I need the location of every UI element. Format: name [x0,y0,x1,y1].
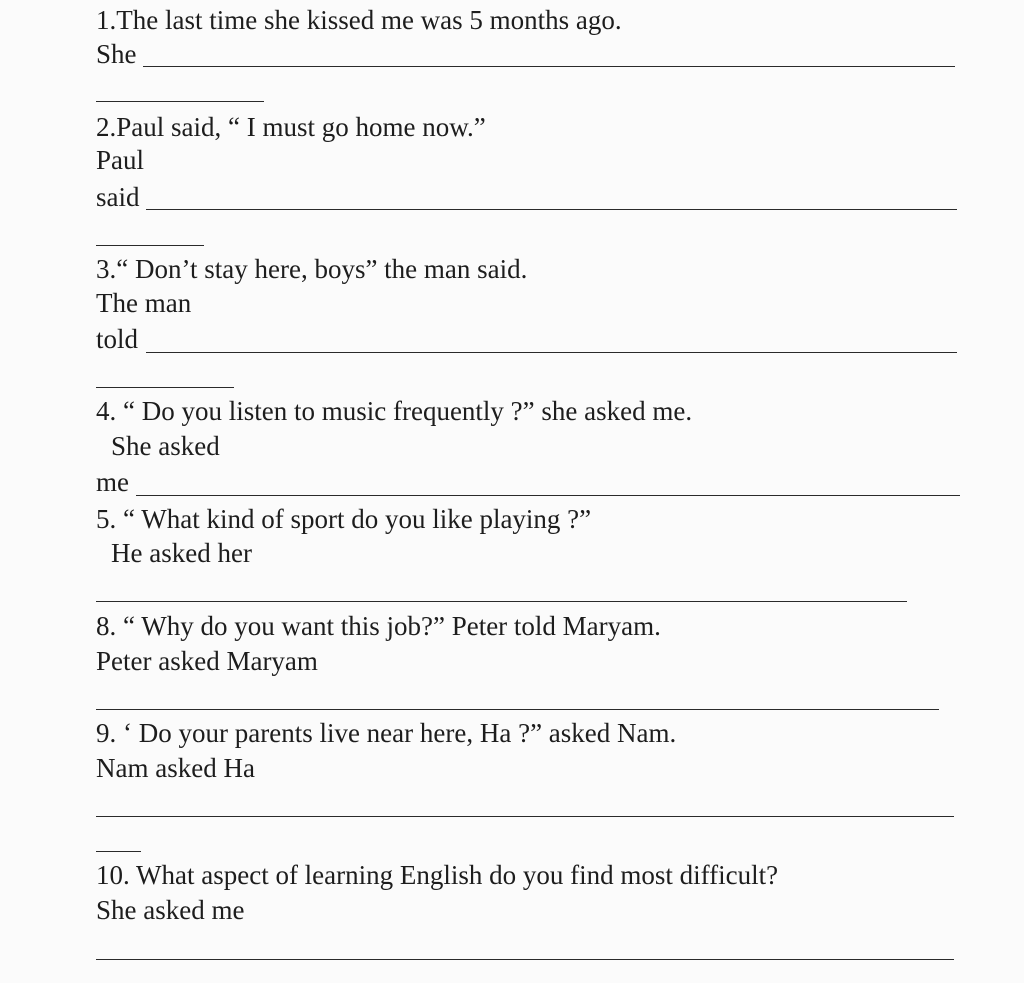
question-1-prompt: 1.The last time she kissed me was 5 months ago. [96,5,622,35]
question-3-starter-line-1: The man [96,288,192,318]
question-1-answer-line-continued [96,101,264,102]
question-3-answer-line [146,352,957,353]
question-4-answer-line [136,495,960,496]
question-2-prompt: 2.Paul said, “ I must go home now.” [96,112,486,142]
question-1-starter: She [96,39,137,69]
question-4-prompt: 4. “ Do you listen to music frequently ?” she asked me. [96,396,693,426]
question-5-prompt: 5. “ What kind of sport do you like playing ?” [96,504,592,534]
question-8-prompt: 8. “ Why do you want this job?” Peter told Maryam. [96,611,661,641]
question-1-answer-line [143,66,955,67]
question-3-starter-line-2: told [96,324,139,354]
question-10-starter: She asked me [96,895,245,925]
question-5-starter: He asked her [111,538,252,568]
question-10-prompt: 10. What aspect of learning English do you find most difficult? [96,860,779,890]
question-4-starter-line-2: me [96,467,129,497]
question-10-answer-line [96,959,954,960]
question-9-answer-line-continued [96,851,141,852]
question-9-starter: Nam asked Ha [96,753,255,783]
question-2-answer-line-continued [96,245,204,246]
question-9-answer-line [96,816,954,817]
question-2-answer-line [146,209,957,210]
question-4-starter-line-1: She asked [111,431,220,461]
question-5-answer-line [96,601,907,602]
question-3-answer-line-continued [96,387,234,388]
question-2-starter-line-2: said [96,182,140,212]
question-2-starter-line-1: Paul [96,145,145,175]
question-9-prompt: 9. ‘ Do your parents live near here, Ha ?” asked Nam. [96,718,677,748]
question-8-answer-line [96,709,939,710]
question-8-starter: Peter asked Maryam [96,646,318,676]
question-3-prompt: 3.“ Don’t stay here, boys” the man said. [96,254,528,284]
